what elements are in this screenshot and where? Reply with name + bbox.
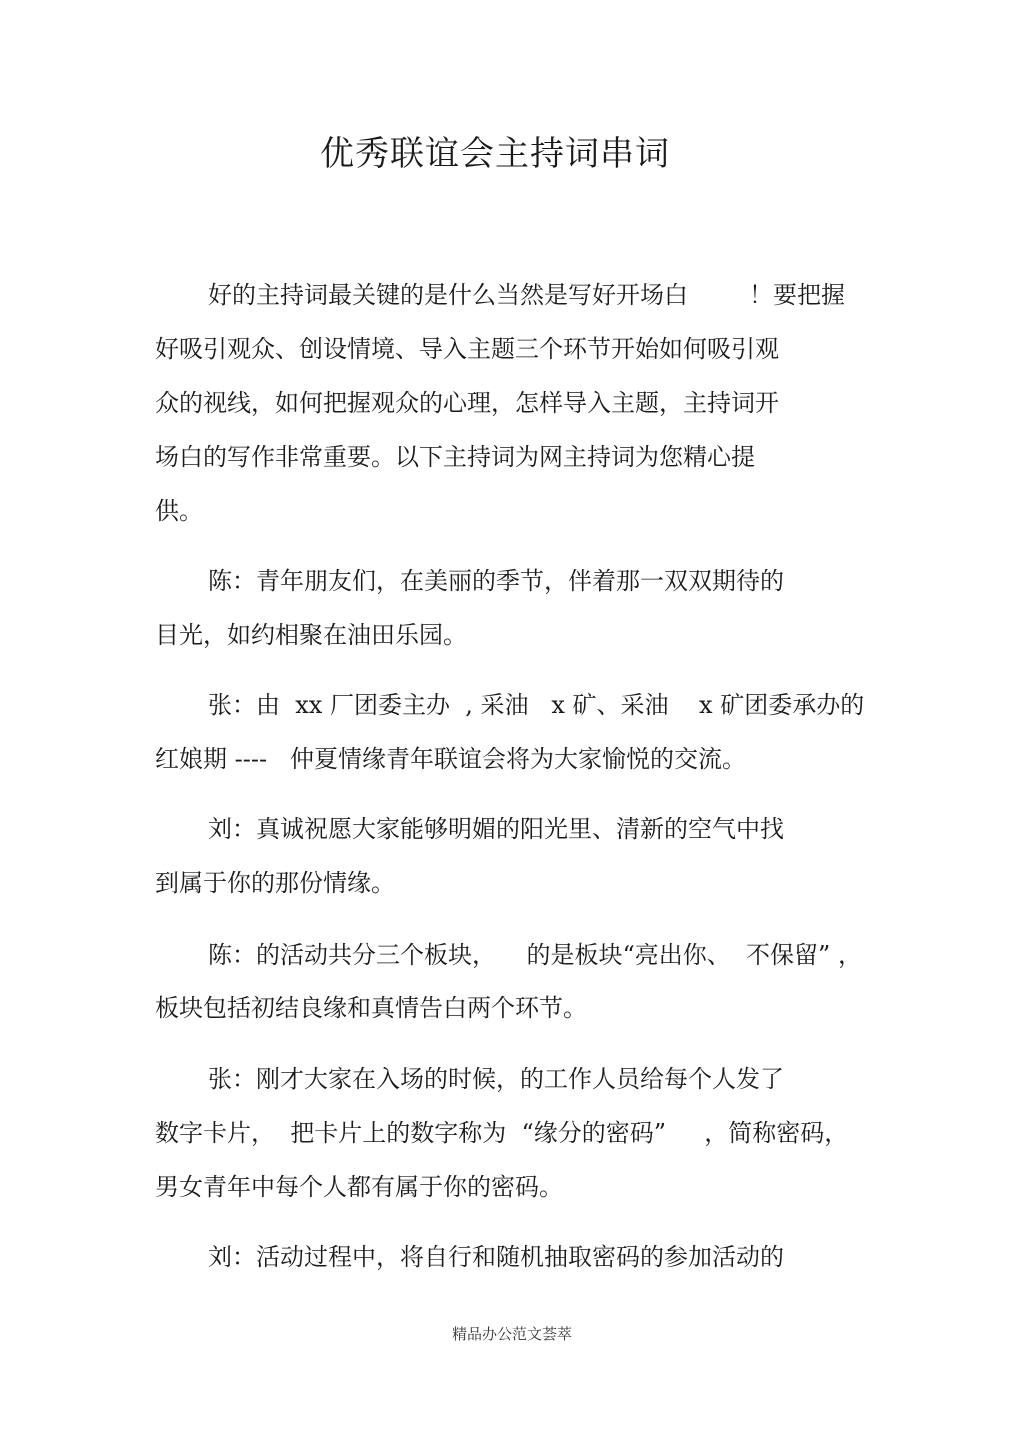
zhang-line-1: 张：由 xx 厂团委主办 , 采油 x 矿、采油 x 矿团委承办的: [208, 691, 865, 719]
liu2-line-1: 刘：活动过程中，将自行和随机抽取密码的参加活动的: [208, 1243, 784, 1271]
chen-line-1: 陈：青年朋友们，在美丽的季节，伴着那一双双期待的: [208, 567, 784, 595]
chen2-line-2: 板块包括初结良缘和真情告白两个环节。: [155, 994, 587, 1022]
intro-line-5: 供。: [155, 497, 203, 525]
intro-line-3: 众的视线，如何把握观众的心理，怎样导入主题，主持词开: [155, 389, 779, 417]
page-footer: 精品办公范文荟萃: [451, 1325, 572, 1343]
chen2-line-1: 陈：的活动共分三个板块， 的是板块“亮出你、 不保留” ，: [208, 941, 862, 969]
chen-line-2: 目光，如约相聚在油田乐园。: [155, 621, 467, 649]
zhang-line-2: 红娘期 ---- 仲夏情缘青年联谊会将为大家愉悦的交流。: [155, 745, 746, 773]
document-title: 优秀联谊会主持词串词: [320, 134, 670, 174]
liu-line-1: 刘：真诚祝愿大家能够明媚的阳光里、清新的空气中找: [208, 815, 784, 843]
zhang2-line-3: 男女青年中每个人都有属于你的密码。: [155, 1173, 563, 1201]
zhang2-line-1: 张：刚才大家在入场的时候，的工作人员给每个人发了: [208, 1065, 784, 1093]
intro-line-1: 好的主持词最关键的是什么当然是写好开场白 ！要把握: [208, 281, 846, 309]
intro-line-4: 场白的写作非常重要。以下主持词为网主持词为您精心提: [155, 443, 755, 471]
liu-line-2: 到属于你的那份情缘。: [155, 869, 395, 897]
zhang2-line-2: 数字卡片， 把卡片上的数字称为 “缘分的密码” ，简称密码，: [155, 1119, 849, 1147]
intro-line-2: 好吸引观众、创设情境、导入主题三个环节开始如何吸引观: [155, 335, 779, 363]
